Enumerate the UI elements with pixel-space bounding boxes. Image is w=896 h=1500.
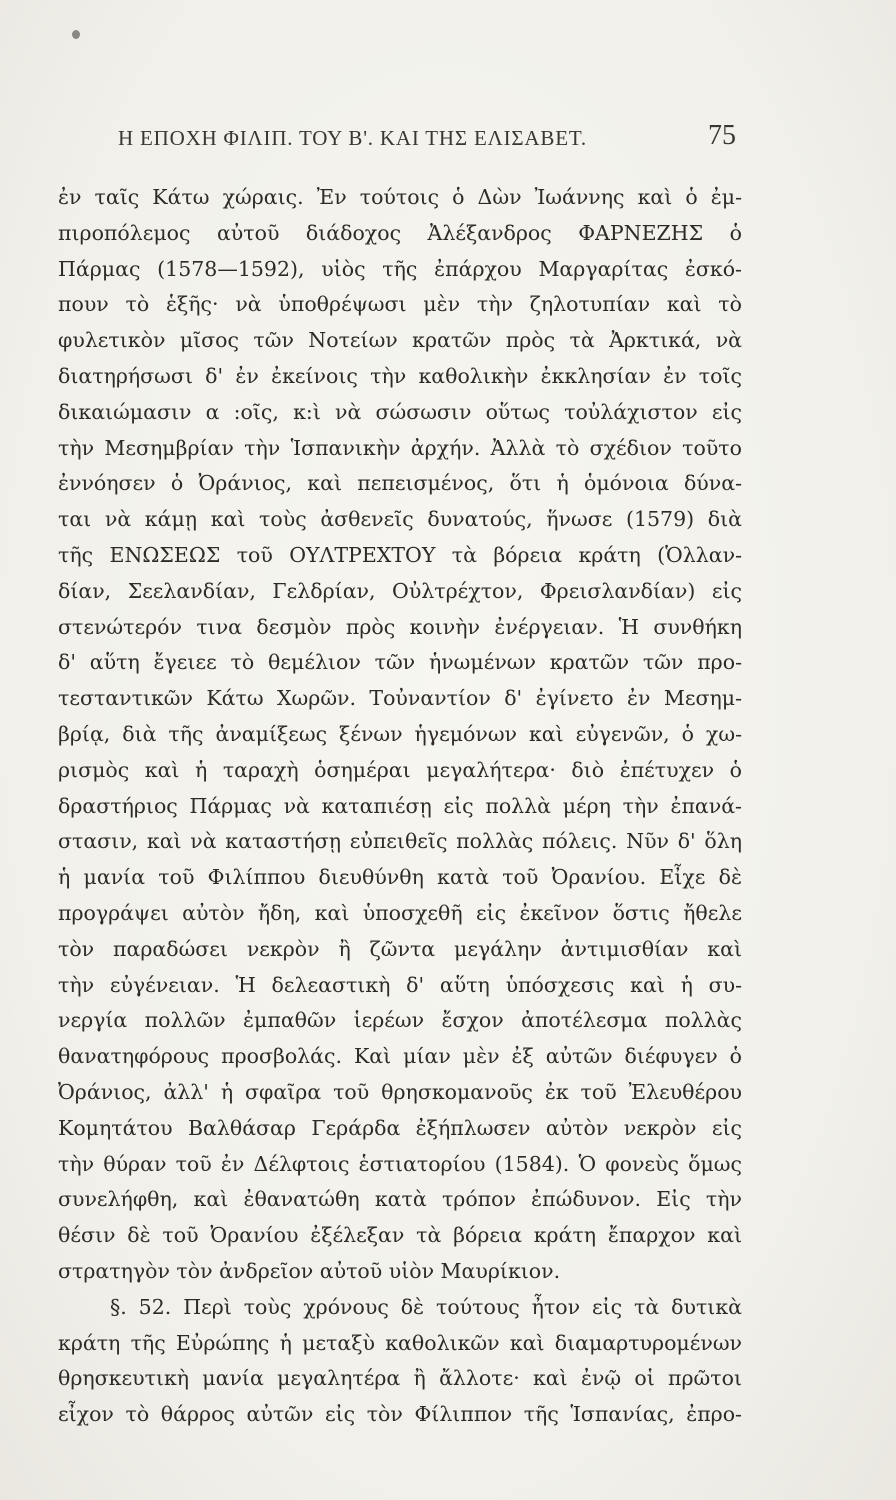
ink-spot bbox=[72, 30, 80, 39]
text-line: ἡ μανία τοῦ Φιλίππου διευθύνθη κατὰ τοῦ Ὀρανίου. Εἶχε δὲ bbox=[58, 865, 742, 890]
running-title: Η ΕΠΟΧΗ ΦΙΛΙΠ. ΤΟΥ Β'. ΚΑΙ ΤΗΣ ΕΛΙΣΑΒΕΤ. bbox=[118, 126, 587, 150]
text-line: δίαν, Σεελανδίαν, Γελδρίαν, Οὐλτρέχτον, Φρεισλανδίαν) εἰς bbox=[58, 578, 742, 603]
text-line: πιροπόλεμος αὐτοῦ διάδοχος Ἀλέξανδρος ΦΑΡΝΕΖΗΣ ὁ bbox=[58, 220, 742, 245]
text-line: διατηρήσωσι δ' ἐν ἐκείνοις τὴν καθολικὴν ἐκκλησίαν ἐν τοῖς bbox=[58, 363, 742, 388]
text-line: τὴν θύραν τοῦ ἐν Δέλφτοις ἑστιατορίου (1584). Ὁ φονεὺς ὅμως bbox=[58, 1151, 742, 1176]
text-line: συνελήφθη, καὶ ἐθανατώθη κατὰ τρόπον ἐπώδυνον. Εἰς τὴν bbox=[58, 1187, 742, 1212]
text-line: θανατηφόρους προσβολάς. Καὶ μίαν μὲν ἐξ αὐτῶν διέφυγεν ὁ bbox=[58, 1044, 742, 1069]
text-line: κράτη τῆς Εὐρώπης ἡ μεταξὺ καθολικῶν καὶ διαμαρτυρομένων bbox=[58, 1330, 742, 1355]
text-line: ρισμὸς καὶ ἡ ταραχὴ ὁσημέραι μεγαλήτερα· διὸ ἐπέτυχεν ὁ bbox=[58, 757, 742, 782]
page-number: 75 bbox=[708, 120, 736, 151]
paragraph-end-line: στρατηγὸν τὸν ἀνδρεῖον αὐτοῦ υἱὸν Μαυρίκιον. bbox=[58, 1258, 561, 1283]
text-line: τὴν Μεσημβρίαν τὴν Ἱσπανικὴν ἀρχήν. Ἀλλὰ τὸ σχέδιον τοῦτο bbox=[58, 435, 742, 460]
body-text bbox=[58, 180, 742, 1433]
text-line: τῆς ΕΝΩΣΕΩΣ τοῦ ΟΥΛΤΡΕΧΤΟΥ τὰ βόρεια κράτη (Ὁλλαν- bbox=[58, 542, 742, 567]
text-line: προγράψει αὐτὸν ἤδη, καὶ ὑποσχεθῆ εἰς ἐκεῖνον ὅστις ἤθελε bbox=[58, 900, 742, 925]
text-line: δραστήριος Πάρμας νὰ καταπιέσῃ εἰς πολλὰ μέρη τὴν ἐπανά- bbox=[58, 793, 742, 818]
text-line: δικαιώμασιν α :οῖς, κ:ὶ νὰ σώσωσιν οὕτως τοὐλάχιστον εἰς bbox=[58, 399, 742, 424]
text-line: ἐννόησεν ὁ Ὀράνιος, καὶ πεπεισμένος, ὅτι ἡ ὁμόνοια δύνα- bbox=[58, 471, 742, 496]
text-line: στενώτερόν τινα δεσμὸν πρὸς κοινὴν ἐνέργειαν. Ἡ συνθήκη bbox=[58, 614, 742, 639]
text-line: νεργία πολλῶν ἐμπαθῶν ἱερέων ἔσχον ἀποτέλεσμα πολλὰς bbox=[58, 1008, 742, 1033]
text-line: τεσταντικῶν Κάτω Χωρῶν. Τοὐναντίον δ' ἐγίνετο ἐν Μεσημ- bbox=[58, 686, 742, 711]
text-line: στασιν, καὶ νὰ καταστήσῃ εὐπειθεῖς πολλὰς πόλεις. Νῦν δ' ὅλη bbox=[58, 829, 742, 854]
text-line: εἶχον τὸ θάρρος αὐτῶν εἰς τὸν Φίλιππον τῆς Ἱσπανίας, ἐπρο- bbox=[58, 1402, 742, 1427]
section-52-start-line: §. 52. Περὶ τοὺς χρόνους δὲ τούτους ἦτον εἰς τὰ δυτικὰ bbox=[110, 1294, 742, 1319]
text-line: Πάρμας (1578—1592), υἱὸς τῆς ἐπάρχου Μαργαρίτας ἐσκό- bbox=[58, 256, 742, 281]
text-line: δ' αὕτη ἔγειεε τὸ θεμέλιον τῶν ἡνωμένων κρατῶν τῶν προ- bbox=[58, 650, 742, 675]
text-line: βρίᾳ, διὰ τῆς ἀναμίξεως ξένων ἡγεμόνων καὶ εὐγενῶν, ὁ χω- bbox=[58, 721, 742, 746]
text-line: πουν τὸ ἑξῆς· νὰ ὑποθρέψωσι μὲν τὴν ζηλοτυπίαν καὶ τὸ bbox=[58, 292, 742, 317]
text-line: θέσιν δὲ τοῦ Ὀρανίου ἐξέλεξαν τὰ βόρεια κράτη ἔπαρχον καὶ bbox=[58, 1223, 742, 1248]
text-line: θρησκευτικὴ μανία μεγαλητέρα ἢ ἄλλοτε· καὶ ἐνῷ οἱ πρῶτοι bbox=[58, 1366, 742, 1391]
text-line: τὴν εὐγένειαν. Ἡ δελεαστικὴ δ' αὕτη ὑπόσχεσις καὶ ἡ συ- bbox=[58, 972, 742, 997]
text-line: ἐν ταῖς Κάτω χώραις. Ἐν τούτοις ὁ Δὼν Ἰωάννης καὶ ὁ ἐμ- bbox=[58, 185, 742, 209]
text-line: ται νὰ κάμῃ καὶ τοὺς ἀσθενεῖς δυνατούς, ἥνωσε (1579) διὰ bbox=[58, 507, 742, 532]
running-header bbox=[80, 122, 750, 158]
text-line: Ὀράνιος, ἀλλ' ἡ σφαῖρα τοῦ θρησκομανοῦς ἐκ τοῦ Ἐλευθέρου bbox=[58, 1079, 742, 1104]
text-line: φυλετικὸν μῖσος τῶν Νοτείων κρατῶν πρὸς τὰ Ἀρκτικά, νὰ bbox=[58, 328, 742, 353]
text-line: Κομητάτου Βαλθάσαρ Γεράρδα ἐξήπλωσεν αὐτὸν νεκρὸν εἰς bbox=[58, 1115, 742, 1140]
text-line: τὸν παραδώσει νεκρὸν ἢ ζῶντα μεγάλην ἀντιμισθίαν καὶ bbox=[58, 936, 742, 961]
